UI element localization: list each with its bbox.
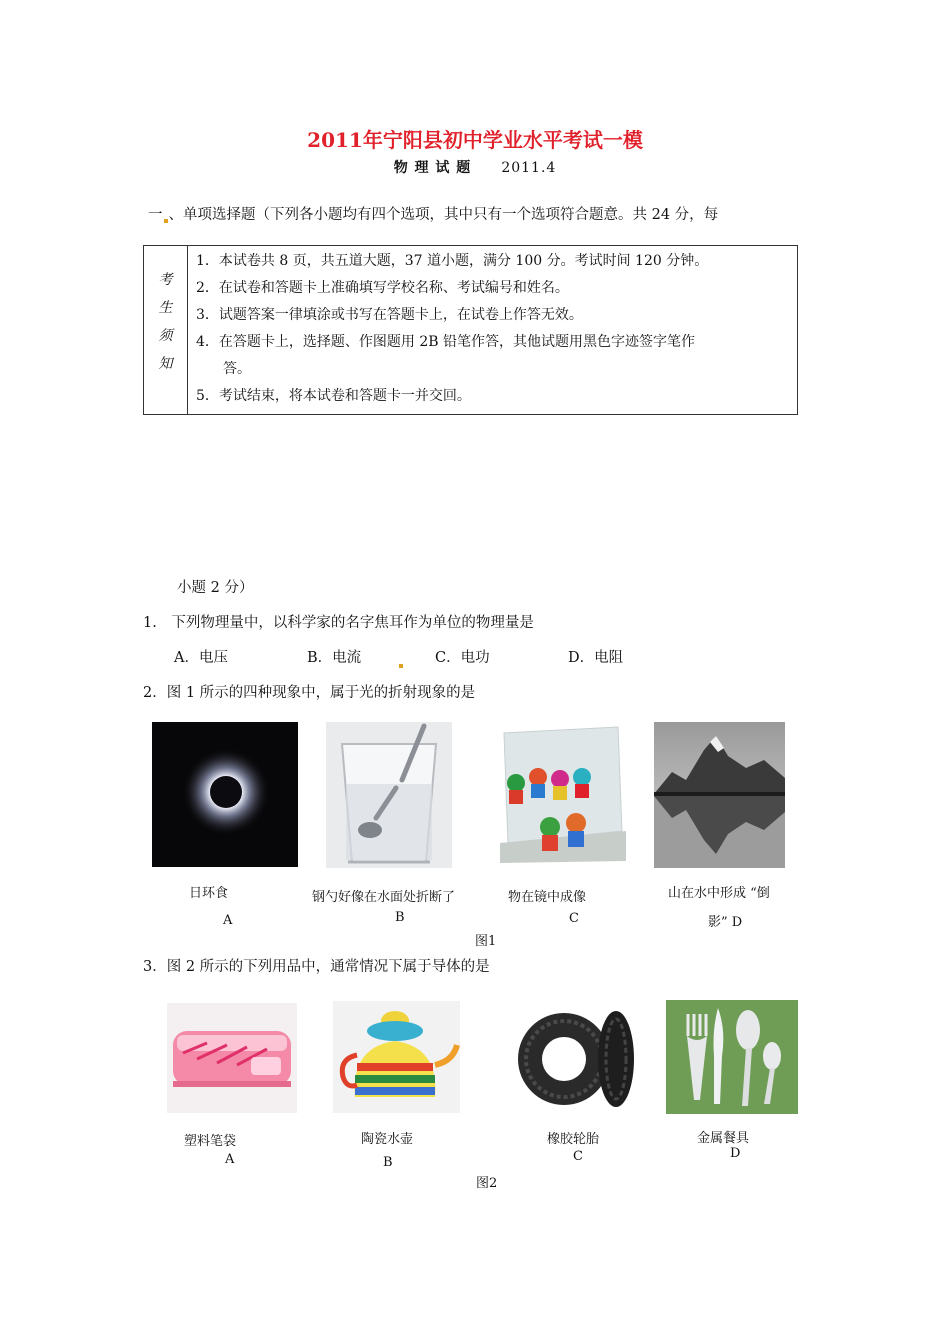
- exam-date: 2011.4: [501, 160, 557, 176]
- spoon-in-glass-image: [326, 722, 452, 868]
- side-char: 须: [158, 328, 173, 344]
- side-char: 生: [158, 300, 173, 316]
- fig1-letter-a: A: [223, 913, 233, 928]
- figure-1-label: 图1: [475, 934, 497, 949]
- fig2-letter-d: D: [730, 1146, 741, 1161]
- fig2-caption-a: 塑料笔袋: [184, 1134, 237, 1149]
- question-2-stem: 2．图 1 所示的四种现象中，属于光的折射现象的是: [143, 685, 476, 701]
- page-title: 2011年宁阳县初中学业水平考试一模: [307, 128, 643, 152]
- mirror-image: [496, 723, 630, 867]
- notice-item-continuation: 答。: [223, 361, 251, 377]
- fig2-caption-c: 橡胶轮胎: [547, 1132, 600, 1147]
- marker-dot: [398, 652, 404, 668]
- subject-label: 物 理 试 题: [393, 160, 472, 176]
- notice-item: 3．试题答案一律填涂或书写在答题卡上，在试卷上作答无效。: [196, 307, 583, 323]
- fig1-letter-b: B: [395, 910, 405, 925]
- ceramic-teapot-image: [333, 1001, 460, 1113]
- section-instruction: 、单项选择题（下列各小题均有四个选项，其中只有一个选项符合题意。共 24 分，每: [168, 207, 719, 223]
- fig1-caption-d-continuation: 影” D: [708, 915, 743, 930]
- page-subtitle: [0, 157, 950, 177]
- notice-item: 1．本试卷共 8 页，共五道大题，37 道小题，满分 100 分。考试时间 120 分钟。: [196, 253, 709, 269]
- notice-table: [143, 245, 798, 415]
- section-continuation: 小题 2 分）: [177, 580, 254, 596]
- notice-item: 5．考试结束，将本试卷和答题卡一并交回。: [196, 388, 471, 404]
- notice-side-label: [144, 246, 188, 415]
- notice-item: 4．在答题卡上，选择题、作图题用 2B 铅笔作答，其他试题用黑色字迹签字笔作: [196, 334, 696, 350]
- metal-cutlery-image: [666, 1000, 798, 1114]
- marker-dot: [164, 219, 168, 223]
- solar-eclipse-image: [152, 722, 298, 867]
- section-heading: [148, 203, 718, 224]
- q1-option-c: C．电功: [435, 650, 490, 666]
- figure-2-label: 图2: [476, 1176, 498, 1191]
- notice-item: 2．在试卷和答题卡上准确填写学校名称、考试编号和姓名。: [196, 280, 569, 296]
- fig2-caption-b: 陶瓷水壶: [361, 1132, 414, 1147]
- side-char: 知: [158, 356, 173, 372]
- fig1-caption-d: 山在水中形成 “倒: [668, 886, 770, 901]
- fig2-letter-c: C: [573, 1149, 583, 1164]
- notice-items: [188, 246, 798, 415]
- question-1-stem: 1. 下列物理量中，以科学家的名字焦耳作为单位的物理量是: [143, 615, 534, 631]
- q1-option-b: B．电流: [307, 650, 362, 666]
- section-number: 一: [148, 207, 163, 223]
- question-3-stem: 3．图 2 所示的下列用品中，通常情况下属于导体的是: [143, 959, 490, 975]
- q1-option-a: A．电压: [174, 650, 228, 666]
- fig2-caption-d: 金属餐具: [697, 1131, 750, 1146]
- pencil-case-image: [167, 1003, 297, 1113]
- fig2-letter-a: A: [225, 1152, 235, 1167]
- q1-option-d: D．电阻: [568, 650, 624, 666]
- fig1-caption-b: 钢勺好像在水面处折断了: [312, 890, 456, 905]
- mountain-reflection-image: [654, 722, 785, 868]
- fig2-letter-b: B: [383, 1155, 393, 1170]
- fig1-letter-c: C: [569, 911, 579, 926]
- side-char: 考: [158, 272, 173, 288]
- fig1-caption-a: 日环食: [189, 886, 229, 901]
- fig1-caption-c: 物在镜中成像: [508, 890, 587, 905]
- rubber-tire-image: [512, 1003, 642, 1113]
